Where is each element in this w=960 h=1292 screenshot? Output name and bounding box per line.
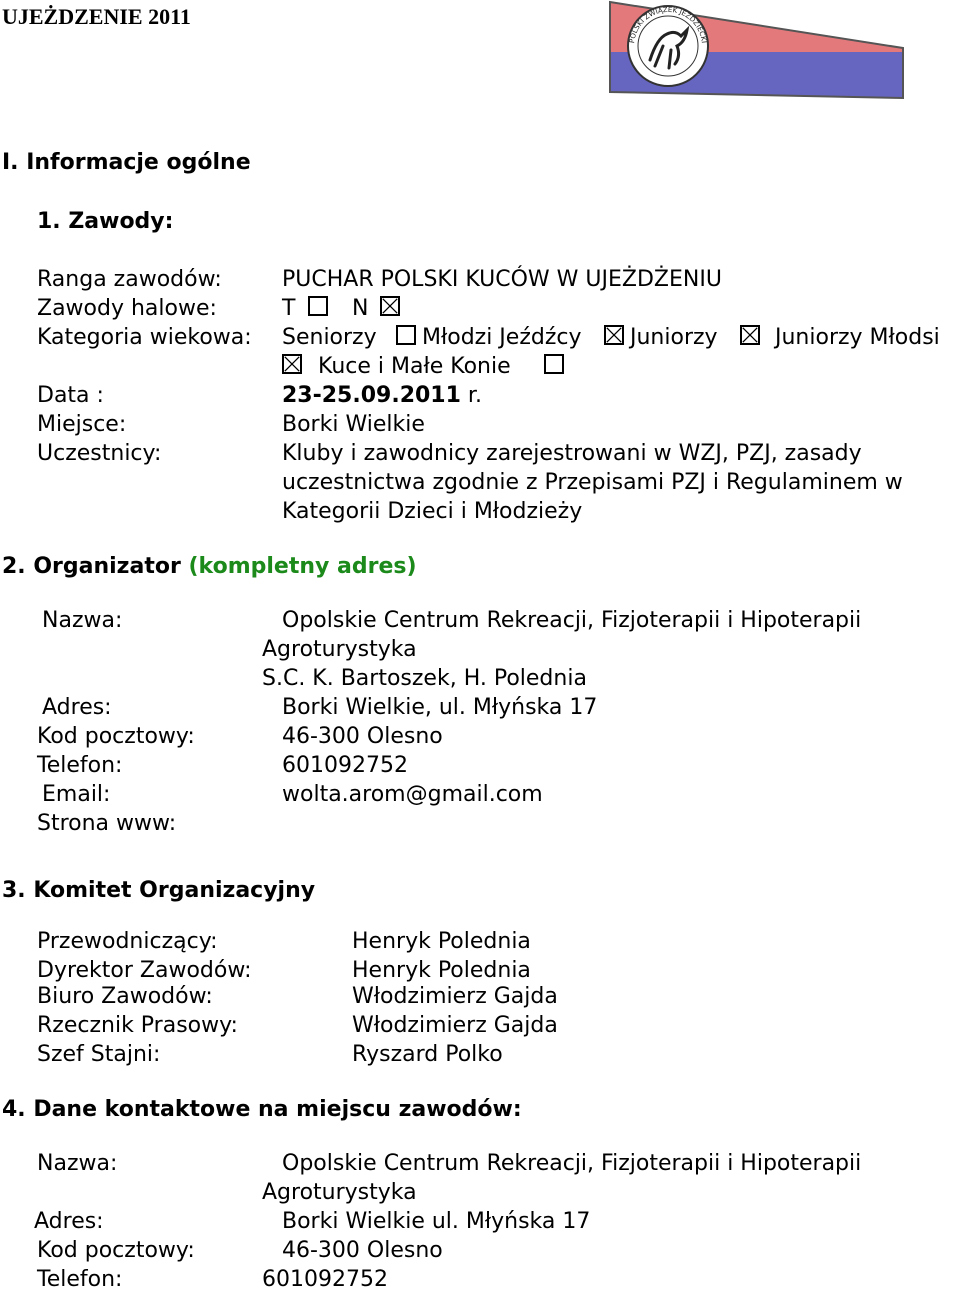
kategoria-label: Kategoria wiekowa:	[37, 325, 252, 350]
kategoria-juniorzy-mlodsi-checkbox[interactable]	[282, 354, 302, 374]
komitet-label: Rzecznik Prasowy:	[37, 1013, 238, 1038]
data-label: Data :	[37, 383, 104, 408]
checked-x-icon	[382, 298, 398, 314]
komitet-label: Biuro Zawodów:	[37, 984, 213, 1009]
org-telefon-value: 601092752	[282, 753, 408, 778]
uczestnicy-line: Kluby i zawodnicy zarejestrowani w WZJ, PZJ, zasady	[282, 441, 862, 466]
checked-x-icon	[606, 327, 622, 343]
document-title: UJEŻDZENIE 2011	[2, 4, 191, 29]
org-www-label: Strona www:	[37, 811, 177, 836]
section3-title: 3. Komitet Organizacyjny	[2, 878, 316, 903]
kontakt-nazwa-line: Agroturystyka	[262, 1180, 417, 1205]
kategoria-juniorzy-label: Juniorzy	[630, 325, 718, 350]
komitet-label: Szef Stajni:	[37, 1042, 161, 1067]
komitet-value: Henryk Polednia	[352, 958, 531, 983]
kategoria-mlodzi-checkbox[interactable]	[604, 325, 624, 345]
kategoria-juniorzy-mlodsi-label: Juniorzy Młodsi	[775, 325, 940, 350]
uczestnicy-line: uczestnictwa zgodnie z Przepisami PZJ i Regulaminem w	[282, 470, 903, 495]
kontakt-kod-value: 46-300 Olesno	[282, 1238, 443, 1263]
kategoria-seniorzy-checkbox[interactable]	[396, 325, 416, 345]
seal-text: POLSKI ZWIĄZEK JEŹDZIECKI	[628, 5, 708, 44]
section2-title	[2, 556, 417, 578]
halowe-label: Zawody halowe:	[37, 296, 217, 321]
kontakt-adres-value: Borki Wielkie ul. Młyńska 17	[282, 1209, 591, 1234]
kontakt-telefon-label: Telefon:	[37, 1267, 123, 1292]
kategoria-kuce-label: Kuce i Małe Konie	[318, 354, 511, 379]
komitet-value: Ryszard Polko	[352, 1042, 503, 1067]
kontakt-kod-label: Kod pocztowy:	[37, 1238, 195, 1263]
miejsce-label: Miejsce:	[37, 412, 127, 437]
komitet-label: Przewodniczący:	[37, 929, 218, 954]
data-value-line	[282, 385, 482, 407]
uczestnicy-label: Uczestnicy:	[37, 441, 162, 466]
kontakt-nazwa-label: Nazwa:	[37, 1151, 118, 1176]
ranga-label: Ranga zawodów:	[37, 267, 222, 292]
halowe-t-label: T	[282, 296, 296, 321]
pzj-pennant-logo	[605, 0, 905, 100]
komitet-value: Henryk Polednia	[352, 929, 531, 954]
komitet-label: Dyrektor Zawodów:	[37, 958, 252, 983]
checked-x-icon	[284, 356, 300, 372]
kontakt-telefon-value: 601092752	[262, 1267, 388, 1292]
section2-title-note: (kompletny adres)	[188, 554, 417, 579]
org-nazwa-line: S.C. K. Bartoszek, H. Polednia	[262, 666, 587, 691]
halowe-n-label: N	[352, 296, 369, 321]
org-email-label: Email:	[42, 782, 111, 807]
checked-x-icon	[742, 327, 758, 343]
kategoria-kuce-checkbox[interactable]	[544, 354, 564, 374]
halowe-n-checkbox[interactable]	[380, 296, 400, 316]
section2-title-main: 2. Organizator	[2, 554, 181, 579]
org-email-value[interactable]: wolta.arom@gmail.com	[282, 782, 543, 807]
org-nazwa-label: Nazwa:	[42, 608, 123, 633]
org-adres-value: Borki Wielkie, ul. Młyńska 17	[282, 695, 598, 720]
komitet-value: Włodzimierz Gajda	[352, 1013, 558, 1038]
org-telefon-label: Telefon:	[37, 753, 123, 778]
org-kod-label: Kod pocztowy:	[37, 724, 195, 749]
kontakt-nazwa-line: Opolskie Centrum Rekreacji, Fizjoterapii i Hipoterapii	[282, 1151, 862, 1176]
org-nazwa-line: Agroturystyka	[262, 637, 417, 662]
halowe-t-checkbox[interactable]	[308, 296, 328, 316]
komitet-value: Włodzimierz Gajda	[352, 984, 558, 1009]
section-title: I. Informacje ogólne	[2, 150, 251, 175]
data-value: 23-25.09.2011	[282, 383, 461, 408]
org-adres-label: Adres:	[42, 695, 112, 720]
subsection-title: 1. Zawody:	[37, 209, 174, 234]
kategoria-juniorzy-checkbox[interactable]	[740, 325, 760, 345]
org-kod-value: 46-300 Olesno	[282, 724, 443, 749]
ranga-value: PUCHAR POLSKI KUCÓW W UJEŻDŻENIU	[282, 267, 722, 292]
uczestnicy-line: Kategorii Dzieci i Młodzieży	[282, 499, 583, 524]
kategoria-seniorzy-label: Seniorzy	[282, 325, 377, 350]
org-nazwa-line: Opolskie Centrum Rekreacji, Fizjoterapii i Hipoterapii	[282, 608, 862, 633]
section4-title: 4. Dane kontaktowe na miejscu zawodów:	[2, 1097, 522, 1122]
data-suffix: r.	[467, 383, 482, 408]
miejsce-value: Borki Wielkie	[282, 412, 425, 437]
kategoria-mlodzi-label: Młodzi Jeźdźcy	[422, 325, 582, 350]
kontakt-adres-label: Adres:	[34, 1209, 104, 1234]
